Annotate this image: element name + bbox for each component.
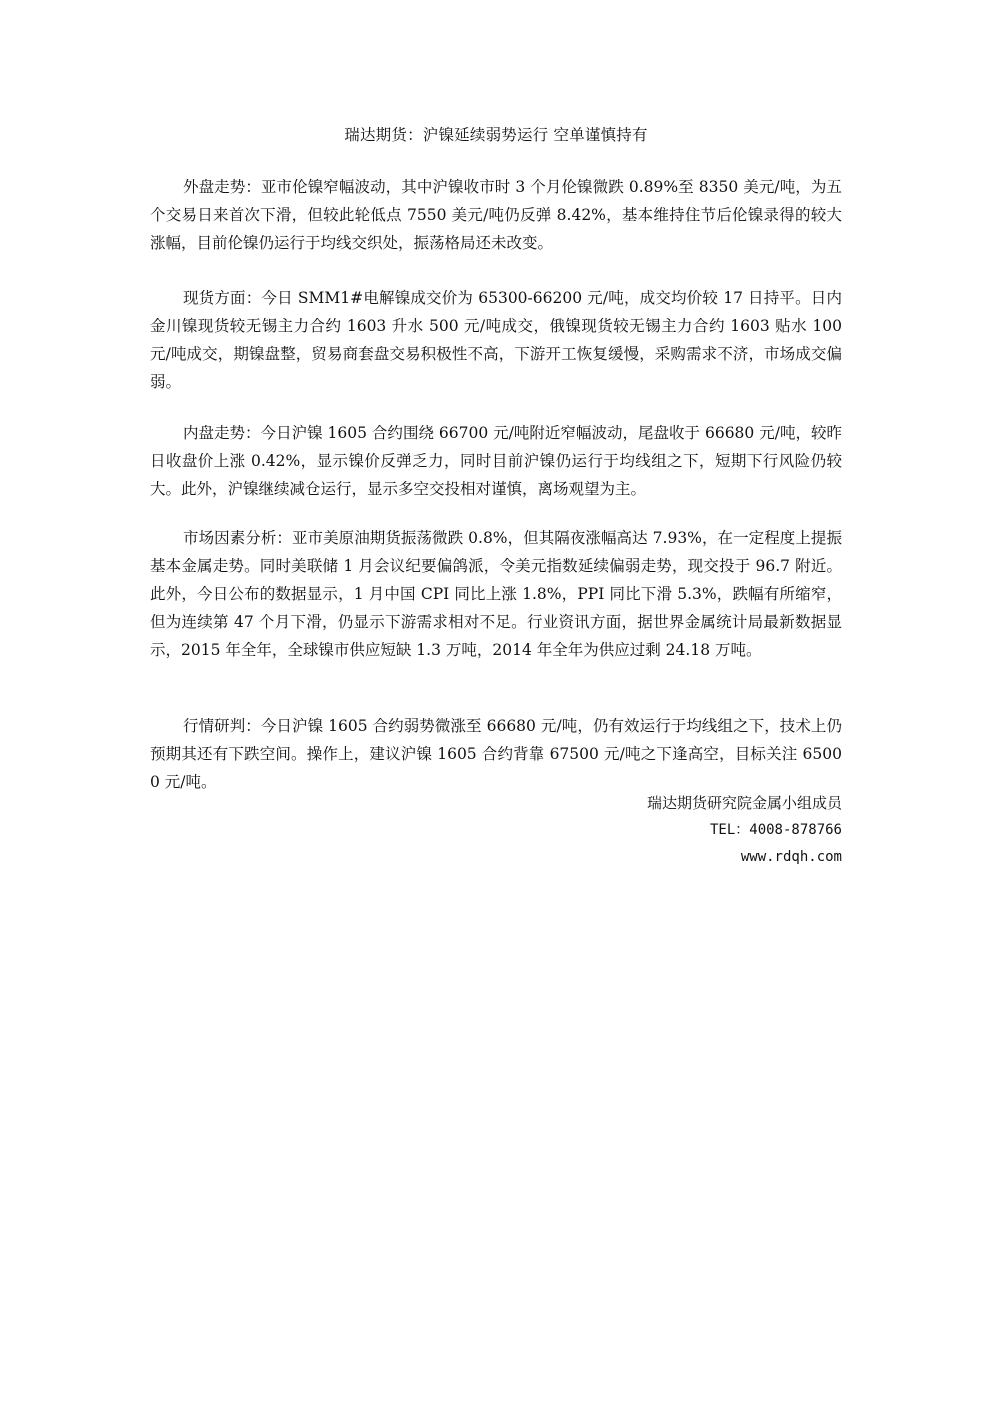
paragraph-domestic-market: 内盘走势：今日沪镍 1605 合约围绕 66700 元/吨附近窄幅波动，尾盘收于 66680 元/吨，较昨日收盘价上涨 0.42%，显示镍价反弹乏力，同时目前沪镍仍运行于均线组之下，短期下行风险仍较大。此外，沪镍继续减仓运行，显示多空交投相对谨慎，离场观望为主。: [150, 424, 842, 498]
signature-tel: TEL：4008-878766: [709, 822, 842, 838]
paragraph-spot-market: 现货方面：今日 SMM1#电解镍成交价为 65300-66200 元/吨，成交均价较 17 日持平。日内金川镍现货较无锡主力合约 1603 升水 500 元/吨成交，俄镍现货较无锡主力合约 1603 贴水 100 元/吨成交，期镍盘整，贸易商套盘交易积极性不高，下游开工恢复缓慢，采购需求不济，市场成交偏弱。: [150, 289, 842, 391]
signature-org: 瑞达期货研究院金属小组成员: [646, 794, 842, 812]
signature-website: www.rdqh.com: [740, 849, 842, 865]
paragraph-market-factors: 市场因素分析：亚市美原油期货振荡微跌 0.8%，但其隔夜涨幅高达 7.93%，在一定程度上提振基本金属走势。同时美联储 1 月会议纪要偏鸽派，令美元指数延续偏弱走势，现交投于 96.7 附近。此外，今日公布的数据显示，1 月中国 CPI 同比上涨 1.8%，PPI 同比下滑 5.3%，跌幅有所缩窄，但为连续第 47 个月下滑，仍显示下游需求相对不足。行业资讯方面，据世界金属统计局最新数据显示，2015 年全年，全球镍市供应短缺 1.3 万吨，2014 年全年为供应过剩 24.18 万吨。: [150, 529, 842, 659]
paragraph-market-outlook: 行情研判：今日沪镍 1605 合约弱势微涨至 66680 元/吨，仍有效运行于均线组之下，技术上仍预期其还有下跌空间。操作上，建议沪镍 1605 合约背靠 67500 元/吨之下逢高空，目标关注 65000 元/吨。: [150, 717, 842, 791]
document-title: 瑞达期货：沪镍延续弱势运行 空单谨慎持有: [344, 126, 648, 144]
paragraph-overseas-market: 外盘走势：亚市伦镍窄幅波动，其中沪镍收市时 3 个月伦镍微跌 0.89%至 8350 美元/吨，为五个交易日来首次下滑，但较此轮低点 7550 美元/吨仍反弹 8.42%，基本维持住节后伦镍录得的较大涨幅，目前伦镍仍运行于均线交织处，振荡格局还未改变。: [150, 178, 842, 252]
